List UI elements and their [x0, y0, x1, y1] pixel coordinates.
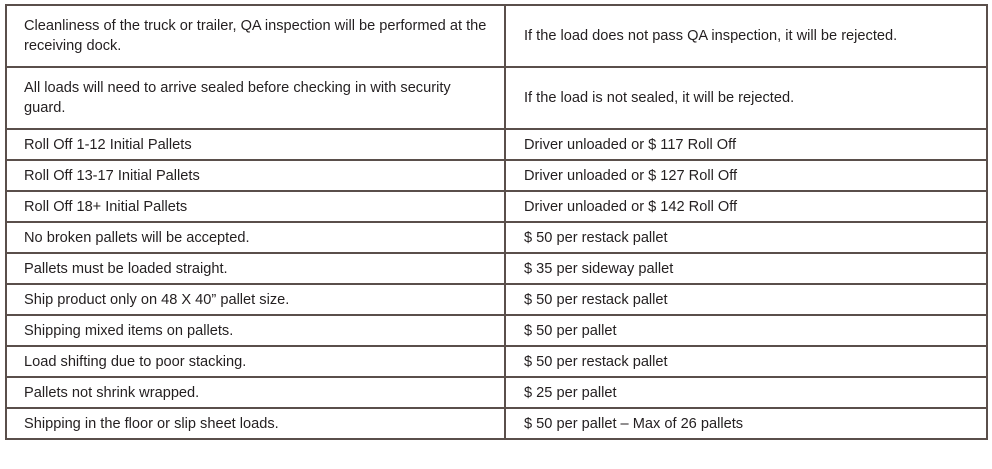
condition-cell: Cleanliness of the truck or trailer, QA inspection will be performed at the receiving dock. [6, 5, 505, 67]
table-row [6, 346, 987, 377]
table-row [6, 191, 987, 222]
condition-cell: Roll Off 1-12 Initial Pallets [6, 129, 505, 160]
condition-cell: Roll Off 13-17 Initial Pallets [6, 160, 505, 191]
consequence-cell: $ 50 per restack pallet [505, 346, 987, 377]
policy-table [5, 4, 988, 440]
consequence-cell: $ 50 per restack pallet [505, 222, 987, 253]
table-row [6, 160, 987, 191]
table-row [6, 408, 987, 439]
condition-cell: Pallets must be loaded straight. [6, 253, 505, 284]
table-row [6, 5, 987, 67]
table-row [6, 315, 987, 346]
condition-cell: All loads will need to arrive sealed before checking in with security guard. [6, 67, 505, 129]
table-row [6, 377, 987, 408]
consequence-cell: If the load does not pass QA inspection, it will be rejected. [505, 5, 987, 67]
consequence-cell: $ 35 per sideway pallet [505, 253, 987, 284]
table-row [6, 284, 987, 315]
consequence-cell: $ 50 per restack pallet [505, 284, 987, 315]
table-row [6, 253, 987, 284]
condition-cell: Load shifting due to poor stacking. [6, 346, 505, 377]
consequence-cell: $ 50 per pallet – Max of 26 pallets [505, 408, 987, 439]
consequence-cell: Driver unloaded or $ 142 Roll Off [505, 191, 987, 222]
condition-cell: Ship product only on 48 X 40” pallet size. [6, 284, 505, 315]
consequence-cell: Driver unloaded or $ 117 Roll Off [505, 129, 987, 160]
condition-cell: Pallets not shrink wrapped. [6, 377, 505, 408]
table-row [6, 129, 987, 160]
condition-cell: Shipping in the floor or slip sheet loads. [6, 408, 505, 439]
table-row [6, 222, 987, 253]
condition-cell: No broken pallets will be accepted. [6, 222, 505, 253]
condition-cell: Shipping mixed items on pallets. [6, 315, 505, 346]
table-row [6, 67, 987, 129]
consequence-cell: Driver unloaded or $ 127 Roll Off [505, 160, 987, 191]
condition-cell: Roll Off 18+ Initial Pallets [6, 191, 505, 222]
consequence-cell: $ 25 per pallet [505, 377, 987, 408]
consequence-cell: If the load is not sealed, it will be rejected. [505, 67, 987, 129]
consequence-cell: $ 50 per pallet [505, 315, 987, 346]
